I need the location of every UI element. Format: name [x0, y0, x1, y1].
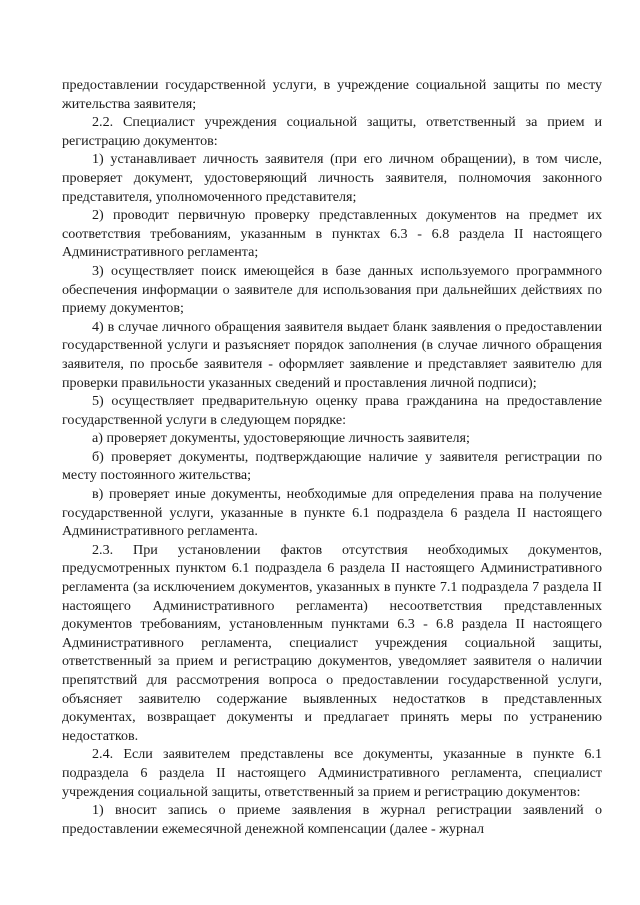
- list-item-2-4-1: 1) вносит запись о приеме заявления в журнал регистрации заявлений о предоставлении ежемесячной денежной компенсации (далее - журнал: [62, 802, 602, 837]
- paragraph-2-4: 2.4. Если заявителем представлены все документы, указанные в пункте 6.1 подраздела 6 раздела II настоящего Административного регламента, специалист учреждения социальной защиты, ответственный за прием и регистрацию документов:: [62, 746, 602, 800]
- sub-item-v: в) проверяет иные документы, необходимые для определения права на получение государственной услуги, указанные в пункте 6.1 подраздела 6 раздела II настоящего Административного регламента.: [62, 486, 602, 540]
- paragraph-2-3: 2.3. При установлении фактов отсутствия необходимых документов, предусмотренных пунктом 6.1 подраздела 6 раздела II настоящего Административного регламента (за исключением документов, указанных в пункте 7.1 подраздела 7 раздела II настоящего Административного регламента) несоответствия представленных документов требованиям, установленным пунктами 6.3 - 6.8 раздела II настоящего Административного регламента, специалист учреждения социальной защиты, ответственный за прием и регистрацию документов, уведомляет заявителя о наличии препятствий для рассмотрения вопроса о предоставлении государственной услуги, объясняет заявителю содержание выявленных недостатков в представленных документах, возвращает документы и предлагает принять меры по устранению недостатков.: [62, 541, 602, 744]
- sub-item-b: б) проверяет документы, подтверждающие наличие у заявителя регистрации по месту постоянного жительства;: [62, 448, 602, 484]
- list-item-1: 1) устанавливает личность заявителя (при его личном обращении), в том числе, проверяет документ, удостоверяющий личность заявителя, полномочия законного представителя, уполномоченного представителя;: [62, 151, 602, 205]
- sub-item-a: а) проверяет документы, удостоверяющие личность заявителя;: [92, 430, 470, 447]
- list-item-5: 5) осуществляет предварительную оценку права гражданина на предоставление государственной услуги в следующем порядке:: [62, 393, 602, 428]
- paragraph-2-2: 2.2. Специалист учреждения социальной защиты, ответственный за прием и регистрацию документов:: [62, 114, 602, 149]
- paragraph-continuation: предоставлении государственной услуги, в учреждение социальной защиты по месту жительства заявителя;: [62, 77, 602, 112]
- list-item-4: 4) в случае личного обращения заявителя выдает бланк заявления о предоставлении государственной услуги и разъясняет порядок заполнения (в случае личного обращения заявителя, по просьбе заявителя - оформляет заявление и представляет заявителю для проверки правильности указанных сведений и проставления личной подписи);: [62, 318, 602, 391]
- list-item-2: 2) проводит первичную проверку представленных документов на предмет их соответствия требованиям, указанным в пунктах 6.3 - 6.8 раздела II настоящего Административного регламента;: [62, 207, 602, 261]
- list-item-3: 3) осуществляет поиск имеющейся в базе данных используемого программного обеспечения информации о заявителе для использования при дальнейших действиях по приему документов;: [62, 262, 602, 317]
